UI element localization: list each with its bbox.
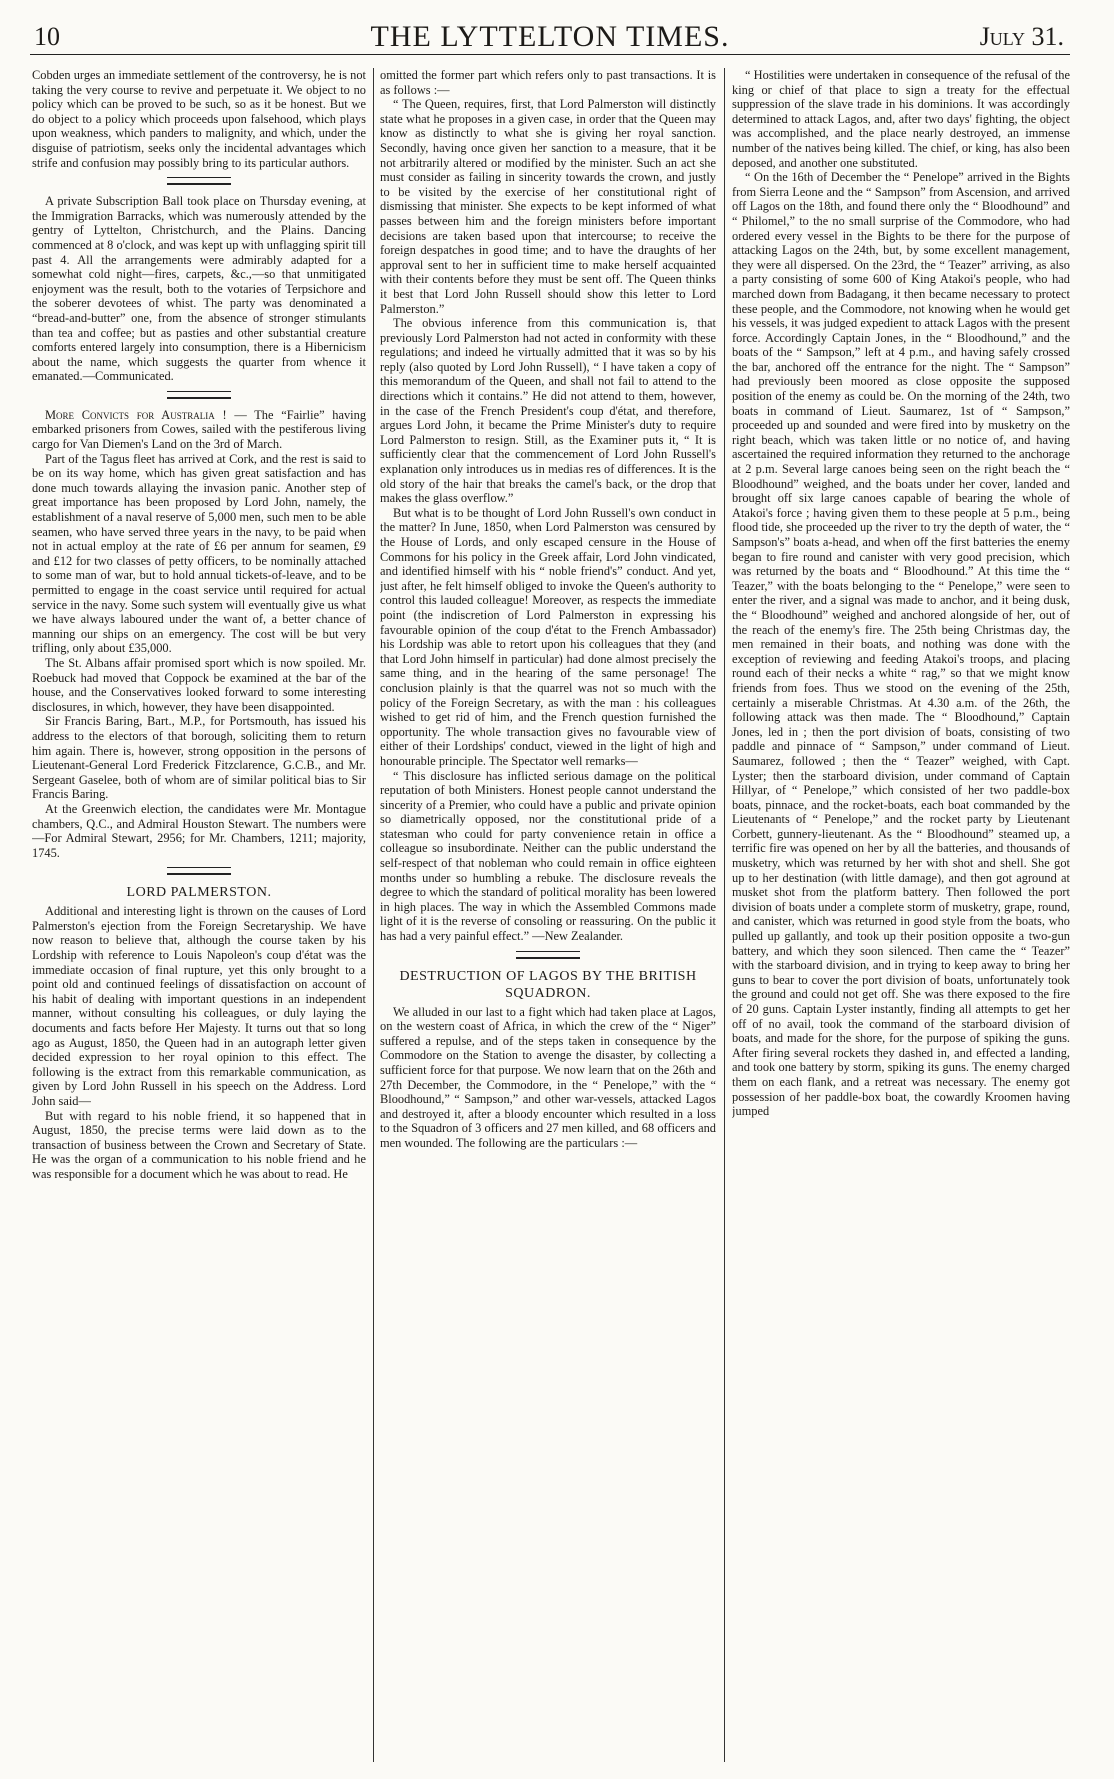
quote-paragraph: “ Hostilities were undertaken in consequence of the refusal of the king or chief of that place to sign a treaty for the effectual suppression of the slave trade in his dominions. It was accordingly determined to attack Lagos, and, after two days' fighting, the object was accomplished, and the place nearly destroyed, an immense number of the natives being killed. The chief, or king, has also been deposed, and another one substituted.	[732, 68, 1070, 170]
paragraph: We alluded in our last to a fight which had taken place at Lagos, on the western coast of Africa, in which the crew of the “ Niger” suffered a repulse, and of the steps taken in consequence by the Commodore on the Station to avenge the disaster, by collecting a sufficient force for that purpose. We now learn that on the 26th and 27th December, the Commodore, in the “ Penelope,” with the “ Bloodhound,” “ Sampson,” and other war-vessels, attacked Lagos and destroyed it, after a bloody encounter which resulted in a loss to the Squadron of 3 officers and 27 men killed, and 68 officers and men wounded. The following are the particulars :—	[380, 1004, 716, 1150]
paragraph: The obvious inference from this communication is, that previously Lord Palmerston had not acted in conformity with these regulations; and indeed he virtually admitted that it was so by his reply (also quoted by Lord John Russell), “ I have taken a copy of this memorandum of the Queen, and shall not fail to attend to the directions which it contains.” He did not attend to them, however, in the case of the French President's coup d'état, and therefore, argues Lord John, it became the Prime Minister's duty to require Lord Palmerston to resign. Still, as the Examiner puts it, “ It is sufficiently clear that the commencement of Lord John Russell's explanation only introduces us in medias res of differences. It is the old story of the hair that breaks the camel's back, or the drop that makes the glass overflow.”	[380, 316, 716, 506]
page-number: 10	[34, 22, 60, 51]
column-rule	[373, 68, 374, 1762]
section-divider	[167, 177, 231, 185]
article-heading: DESTRUCTION OF LAGOS BY THE BRITISH SQUADRON.	[399, 968, 697, 1001]
column-3	[732, 68, 1070, 1766]
newspaper-title: THE LYTTELTON TIMES.	[370, 20, 730, 53]
section-divider	[167, 391, 231, 399]
quote-paragraph: “ On the 16th of December the “ Penelope” arrived in the Bights from Sierra Leone and the “ Sampson” from Ascension, and arrived off Lagos on the 18th, and found there only the “ Bloodhound” and “ Philomel,” to the no small surprise of the Commodore, who had ordered every vessel in the Bights to be there for the purpose of attacking Lagos on the 24th, but, by some excellent management, they were all dispersed. On the 23rd, the “ Teazer” arriving, as also a party consisting of some 600 of King Atakoi's people, who had marched down from Badagang, it then became necessary to protect these people, and the Commodore, not knowing when he would get his vessels, it was judged expedient to attack Lagos with the present force. Accordingly Captain Jones, in the “ Bloodhound,” and the boats of the “ Sampson,” left at 4 p.m., and having safely crossed the bar, anchored off the entrance for the night. The “ Sampson” had previously been moored as close opposite the supposed position of the enemy as could be. On the morning of the 24th, two boats in command of Lieut. Saumarez, 1st of “ Sampson,” proceeded up and sounded and were fired into by musketry on the right beach, which was taken little or no notice of, and having ascertained the required information they returned to the anchorage at 2 p.m. Several large canoes being seen on the right beach the “ Bloodhound” weighed, and the boats under her cover, landed and brought off six large canoes capable of bearing the whole of Atakoi's force ; having given them to these people at 5 p.m., being flood tide, she proceeded up the river to try the depth of water, the “ Sampson's” boats a-head, and when off the first batteries the enemy began to fire round and canister with very good precision, which was returned by the boats and “ Bloodhound.” At this time the “ Teazer,” with the boats belonging to the “ Penelope,” were seen to enter the river, and a signal was made to anchor, and it being dusk, the “ Bloodhound” weighed and anchored alongside of her, out of the reach of the enemy's fire. The 25th being Christmas day, the men remained in their boats, and nothing was done with the exception of reviewing and feeding Atakoi's troops, and placing round each of their necks a white “ rag,” so that we might know friends from foes. Thus we stood on the evening of the 25th, certainly a miserable Christmas. At 4.30 a.m. of the 26th, the following attack was then made. The “ Bloodhound,” Captain Jones, led in ; then the port division of boats, consisting of two paddle and pinnace of “ Sampson,” under command of Lieut. Saumarez, followed ; then the “ Teazer” weighed, with Capt. Lyster; then the starboard division, under command of Captain Hillyar, of “ Penelope,” which consisted of her two paddle-box boats, pinnace, and the rocket-boats, each boat commanded by the Lieutenants of “ Penelope,” and the rocket party by Lieutenant Corbett, gunnery-lieutenant. As the “ Bloodhound” steamed up, a terrific fire was opened on her by all the batteries, and thousands of musketry, which was returned by her with shot and shell. She got up to her destination (with little damage), and then got aground at musket shot from the platform battery. Then followed the port division of boats under a complete storm of musketry, grape, round, and canister, which was returned in good style from the boats, who pulled up gallantly, and took up their position opposite a two-gun battery, and which they soon silenced. Then came the “ Teazer” with the starboard division, and in trying to keep away to bring her guns to bear to cover the port division of boats, unfortunately took the ground and could not get off. She was there exposed to the fire of 20 guns. Captain Lyster instantly, finding all attempts to get her off of no avail, took the command of the starboard division of boats, and made for the shore, for the purpose of spiking the guns. After firing several rockets they dashed in, and effected a landing, and took one battery by storm, spiking its guns. The enemy charged them on each flank, and a retreat was necessary. The enemy got possession of her paddle-box boat, the cowardly Kroomen having jumped	[732, 170, 1070, 1119]
paragraph-text: The “Fairlie” having embarked prisoners from Cowes, sailed with the pestiferous living cargo for Van Diemen's Land on the 3rd of March.	[32, 407, 366, 452]
issue-date: July 31.	[979, 22, 1064, 51]
paragraph: The St. Albans affair promised sport which is now spoiled. Mr. Roebuck had moved that Coppock be examined at the bar of the house, and the Conservatives looked forward to some interesting disclosures, in which, however, they have been disappointed.	[32, 655, 366, 714]
paragraph: At the Greenwich election, the candidates were Mr. Montague chambers, Q.C., and Admiral Houston Stewart. The numbers were—For Admiral Stewart, 2956; for Mr. Chambers, 1211; majority, 1745.	[32, 801, 366, 860]
section-divider	[167, 867, 231, 875]
paragraph-lead: More Convicts for Australia ! —	[45, 407, 247, 422]
quote-paragraph: “ The Queen, requires, first, that Lord Palmerston will distinctly state what he proposes in a given case, in order that the Queen may know as distinctly to what she is giving her royal sanction. Secondly, having once given her sanction to a measure, that it be not arbitrarily altered or modified by the minister. Such an act she must consider as failing in sincerity towards the crown, and justly to be visited by the exercise of her constitutional right of dismissing that minister. She expects to be kept informed of what passes between him and the foreign ministers before important decisions are taken based upon that intercourse; to receive the foreign despatches in good time; and to have the draughts of her approval sent to her in sufficient time to make herself acquainted with their contents before they must be sent off. The Queen thinks it best that Lord John Russell should show this letter to Lord Palmerston.”	[380, 97, 716, 316]
quote-paragraph: “ This disclosure has inflicted serious damage on the political reputation of both Ministers. Honest people cannot understand the sincerity of a Premier, who could have a public and private opinion so diametrically opposed, nor the constitutional pride of a statesman who could for party convenience retain in office a colleague so insubordinate. Neither can the public understand the self-respect of that nobleman who could remain in office eighteen months under so humbling a rebuke. The disclosure reveals the degree to which the standard of political morality has been lowered in high places. The way in which the Assembled Commons made light of it is the reverse of consoling or reassuring. On the public it has had a very painful effect.” —New Zealander.	[380, 768, 716, 944]
paragraph: But with regard to his noble friend, it so happened that in August, 1850, the precise terms were laid down as to the transaction of business between the Crown and Secretary of State. He was the organ of a communication to his noble friend and he was responsible for a document which he was about to read. He	[32, 1108, 366, 1181]
paragraph: Part of the Tagus fleet has arrived at Cork, and the rest is said to be on its way home, which has given great satisfaction and has done much towards allaying the invasion panic. Another step of great importance has been proposed by Lord John, namely, the establishment of a naval reserve of 5,000 men, such men to be able seamen, who have served three years in the navy, to be paid when not in actual employ at the rate of £6 per annum for seamen, £9 and £12 for two classes of petty officers, to be nominally attached to some man of war, but to hold annual tickets-of-leave, and to be permitted to engage in the coast service until required for actual service in the navy. Some such system will eventually give us what we have always laboured under the want of, a better chance of manning our ships on an emergency. The cost will be but very trifling, only about £35,000.	[32, 451, 366, 656]
column-rule	[724, 68, 725, 1762]
paragraph: omitted the former part which refers only to past transactions. It is as follows :—	[380, 68, 716, 97]
paragraph: Cobden urges an immediate settlement of the controversy, he is not taking the very course to revive and perpetuate it. We object to no policy which can be proved to be such, so as it be honest. But we do object to a policy which proceeds upon falsehood, which plays upon weakness, which panders to malignity, and which, under the disguise of patriotism, seeks only the incidental advantages which strife and confusion may possibly bring to its particular authors.	[32, 68, 366, 170]
article-heading: LORD PALMERSTON.	[126, 885, 272, 901]
paragraph: A private Subscription Ball took place on Thursday evening, at the Immigration Barracks, which was numerously attended by the gentry of Lyttelton, Christchurch, and the Plains. Dancing commenced at 8 o'clock, and was kept up with unflagging spirit till past 4. All the arrangements were admirably adapted for a somewhat cold night—fires, carpets, &c.,—so that unmitigated enjoyment was the result, both to the votaries of Terpsichore and the soberer devotees of whist. The party was denominated a “bread-and-butter” one, from the absence of stronger stimulants than tea and coffee; but as pasties and other substantial creature comforts entered largely into consumption, there is a Hibernicism about the name, which suggests the quarter from whence it emanated.—Communicated.	[32, 194, 366, 384]
masthead	[30, 14, 1070, 55]
column-2	[380, 68, 716, 1766]
paragraph: But what is to be thought of Lord John Russell's own conduct in the matter? In June, 1850, when Lord Palmerston was censured by the House of Lords, and only escaped censure in the House of Commons for his policy in the Greek affair, Lord John vindicated, and identified himself with his “ noble friend's” conduct. And yet, just after, he felt himself obliged to invoke the Queen's authority to control this lauded colleague! Moreover, as respects the immediate point (the indiscretion of Lord Palmerston in expressing his favourable opinion of the coup d'état to the French Ambassador) his Lordship was able to retort upon his colleagues that they (and that Lord John himself in particular) had done almost precisely the same thing, and in the hearing of the same personage! The conclusion plainly is that the quarrel was not so much with the policy of the Foreign Secretary, as with the man : his colleagues wished to get rid of him, and the French question furnished the opportunity. The whole transaction gives no favourable view of either of their Lordships' conduct, viewed in the light of high and honourable principle. The Spectator well remarks—	[380, 505, 716, 768]
paragraph: Sir Francis Baring, Bart., M.P., for Portsmouth, has issued his address to the electors of that borough, soliciting them to return him again. There is, however, strong opposition in the persons of Lieutenant-General Lord Frederick Fitzclarence, G.C.B., and Mr. Sergeant Gaselee, both of whom are of similar political bias to Sir Francis Baring.	[32, 714, 366, 802]
section-divider	[516, 951, 580, 959]
column-1	[32, 68, 366, 1766]
paragraph: Additional and interesting light is thrown on the causes of Lord Palmerston's ejection from the Foreign Secretaryship. We have now reason to believe that, although the course taken by his Lordship with reference to Louis Napoleon's coup d'état was the immediate occasion of final rupture, yet this only brought to a point old and continued feelings of dissatisfaction on account of his habit of dealing with important questions in an independent manner, without consulting his colleagues, or duly laying the documents and facts before Her Majesty. It turns out that so long ago as August, 1850, the Queen had in an autograph letter given decided expression to her royal opinion to this effect. The following is the extract from this remarkable communication, as given by Lord John Russell in his speech on the Address. Lord John said—	[32, 904, 366, 1108]
paragraph	[32, 408, 366, 452]
